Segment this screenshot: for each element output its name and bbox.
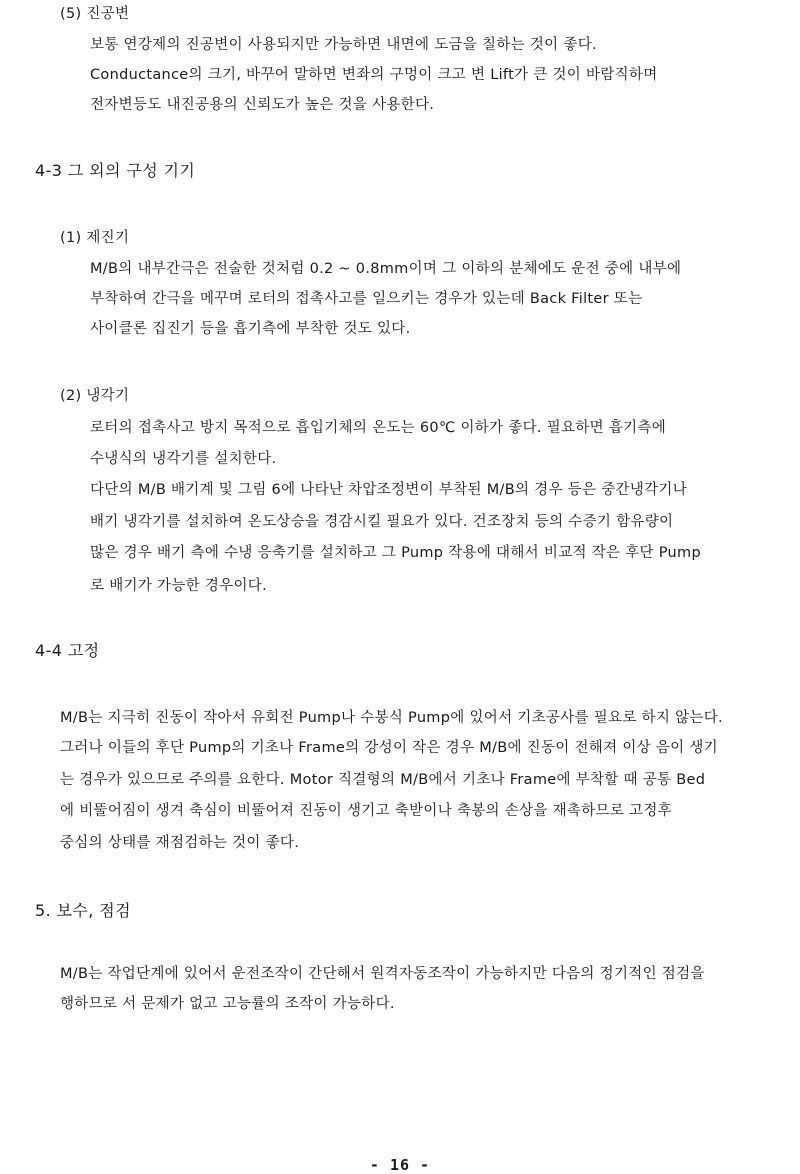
paragraph-line: 보통 연강제의 진공변이 사용되지만 가능하면 내면에 도금을 칠하는 것이 좋다. (90, 37, 597, 53)
paragraph-line: 에 비뚤어짐이 생겨 축심이 비뚤어져 진동이 생기고 축받이나 축봉의 손상을 재촉하므로 고정후 (60, 803, 672, 819)
paragraph-line: 로 배기가 가능한 경우이다. (90, 578, 268, 594)
paragraph-line: 수냉식의 냉각기를 설치한다. (90, 451, 277, 467)
item-title-vacuum-valve: (5) 진공변 (60, 6, 130, 22)
paragraph-line: 많은 경우 배기 측에 수냉 응축기를 설치하고 그 Pump 작용에 대해서 비교적 작은 후단 Pump (90, 545, 701, 561)
paragraph-line: M/B는 지극히 진동이 작아서 유회전 Pump나 수봉식 Pump에 있어서 기초공사를 필요로 하지 않는다. (60, 710, 723, 726)
section-heading-5: 5. 보수, 점검 (35, 901, 131, 920)
paragraph-line: 그러나 이들의 후단 Pump의 기초나 Frame의 강성이 작은 경우 M/B에 진동이 전해져 이상 음이 생기 (60, 740, 718, 756)
paragraph-line: 는 경우가 있으므로 주의를 요한다. Motor 직결형의 M/B에서 기초나 Frame에 부착할 때 공통 Bed (60, 772, 706, 788)
paragraph-line: 사이클론 집진기 등을 흡기측에 부착한 것도 있다. (90, 321, 411, 337)
paragraph-line: 부착하여 간극을 메꾸며 로터의 접촉사고를 일으키는 경우가 있는데 Back Filter 또는 (90, 291, 643, 307)
paragraph-line: Conductance의 크기, 바꾸어 말하면 변좌의 구멍이 크고 변 Lift가 큰 것이 바람직하며 (90, 67, 658, 83)
paragraph-line: 로터의 접촉사고 방지 목적으로 흡입기체의 온도는 60℃ 이하가 좋다. 필요하면 흡기측에 (90, 420, 667, 436)
paragraph-line: M/B의 내부간극은 전술한 것처럼 0.2 ~ 0.8mm이며 그 이하의 분체에도 운전 중에 내부에 (90, 261, 682, 277)
paragraph-line: 중심의 상태를 재점검하는 것이 좋다. (60, 835, 300, 851)
section-heading-4-4: 4-4 고정 (35, 641, 100, 660)
paragraph-line: M/B는 작업단계에 있어서 운전조작이 간단해서 원격자동조작이 가능하지만 다음의 정기적인 점검을 (60, 966, 705, 982)
paragraph-line: 행하므로 서 문제가 없고 고능률의 조작이 가능하다. (60, 996, 395, 1012)
item-title-cooler: (2) 냉각기 (60, 388, 130, 404)
item-title-dust-collector: (1) 제진기 (60, 230, 130, 246)
section-heading-4-3: 4-3 그 외의 구성 기기 (35, 161, 196, 180)
paragraph-line: 다단의 M/B 배기계 및 그림 6에 나타난 차압조정변이 부착된 M/B의 경우 등은 중간냉각기나 (90, 482, 688, 498)
paragraph-line: 배기 냉각기를 설치하여 온도상승을 경감시킬 필요가 있다. 건조장치 등의 수증기 함유량이 (90, 514, 674, 530)
paragraph-line: 전자변등도 내진공용의 신뢰도가 높은 것을 사용한다. (90, 97, 435, 113)
page-number: - 16 - (369, 1156, 431, 1174)
